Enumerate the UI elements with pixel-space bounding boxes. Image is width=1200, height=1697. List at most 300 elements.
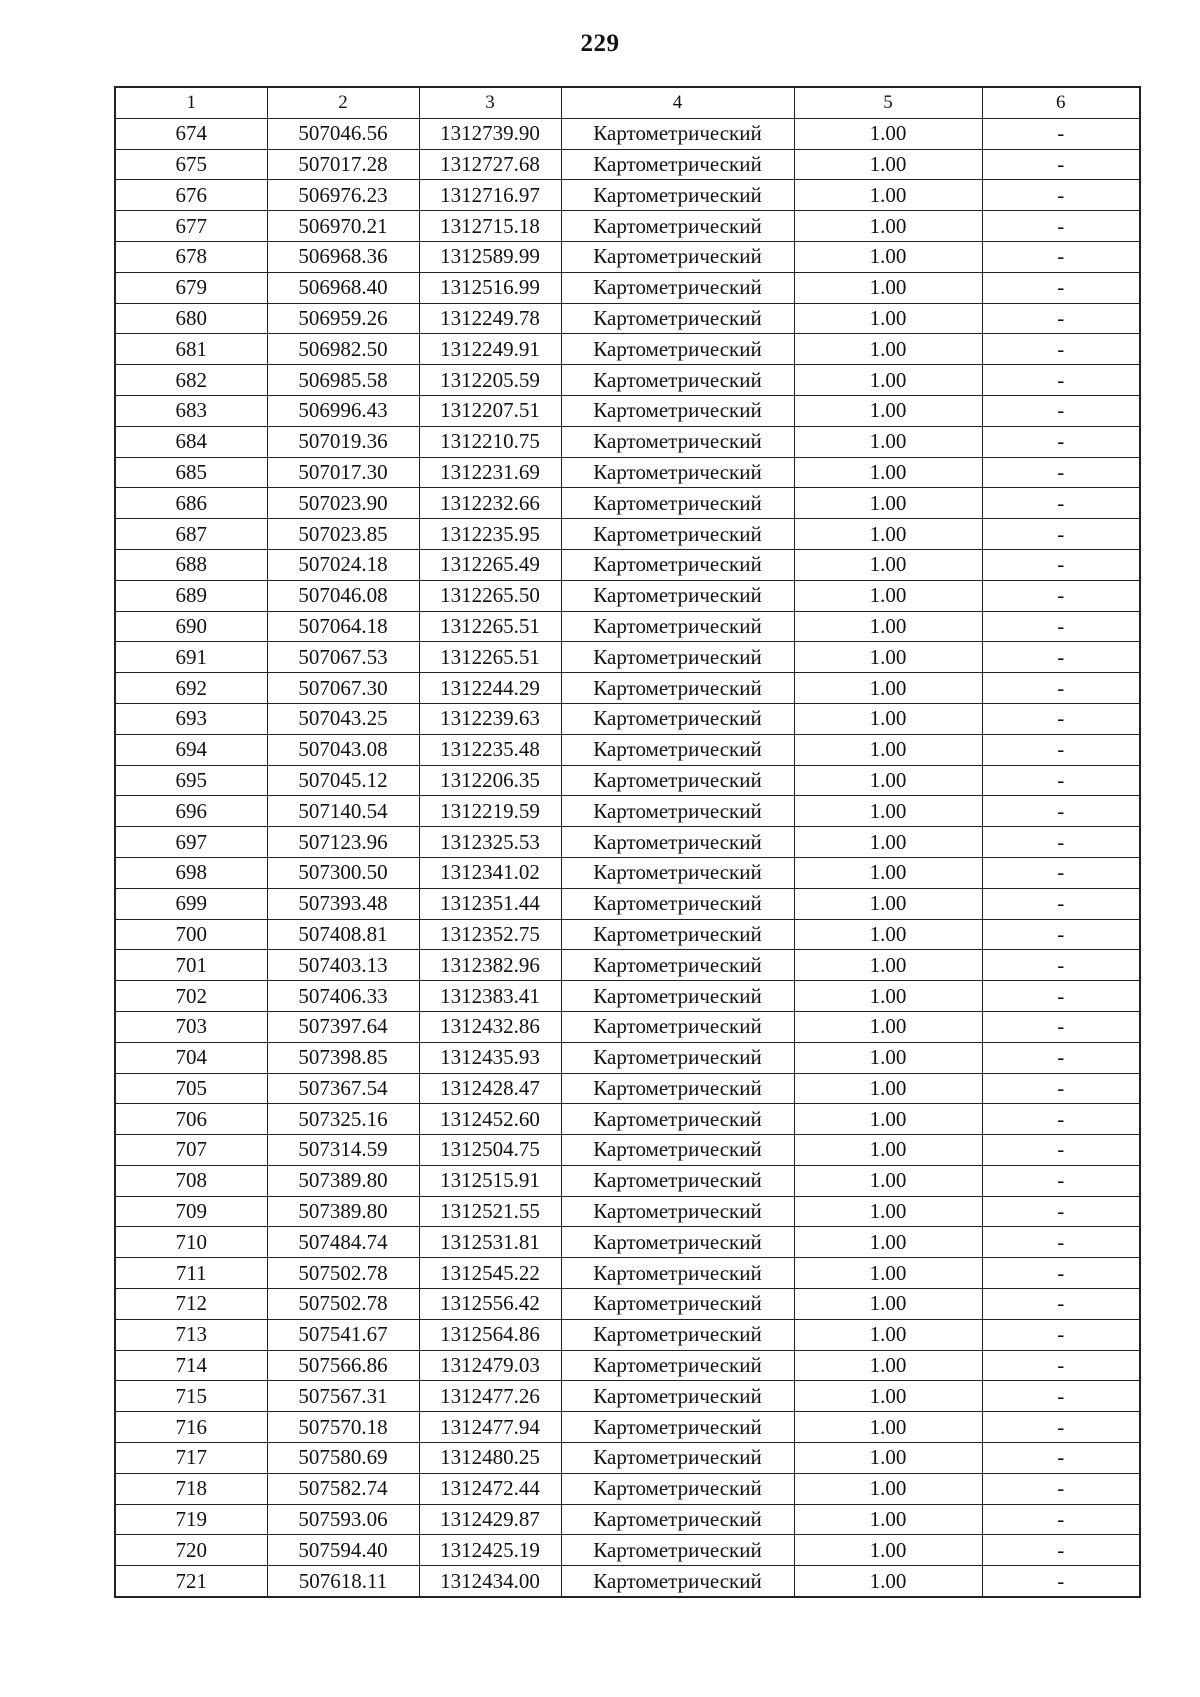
description-cell: - xyxy=(982,1566,1140,1597)
table-row xyxy=(115,334,1140,365)
accuracy-cell: 1.00 xyxy=(794,1412,982,1443)
page-number: 229 xyxy=(580,30,620,57)
column-header-2: 2 xyxy=(267,87,419,118)
point-number-cell: 679 xyxy=(115,272,267,303)
description-cell: - xyxy=(982,149,1140,180)
method-cell: Картометрический xyxy=(561,241,794,272)
method-cell: Картометрический xyxy=(561,519,794,550)
y-coordinate-cell: 1312589.99 xyxy=(419,241,561,272)
x-coordinate-cell: 507064.18 xyxy=(267,611,419,642)
y-coordinate-cell: 1312432.86 xyxy=(419,1011,561,1042)
description-cell: - xyxy=(982,1258,1140,1289)
x-coordinate-cell: 507023.90 xyxy=(267,488,419,519)
accuracy-cell: 1.00 xyxy=(794,1381,982,1412)
method-cell: Картометрический xyxy=(561,1042,794,1073)
description-cell: - xyxy=(982,211,1140,242)
description-cell: - xyxy=(982,673,1140,704)
y-coordinate-cell: 1312325.53 xyxy=(419,827,561,858)
method-cell: Картометрический xyxy=(561,1535,794,1566)
description-cell: - xyxy=(982,180,1140,211)
y-coordinate-cell: 1312472.44 xyxy=(419,1473,561,1504)
table-row xyxy=(115,118,1140,149)
accuracy-cell: 1.00 xyxy=(794,519,982,550)
y-coordinate-cell: 1312351.44 xyxy=(419,888,561,919)
method-cell: Картометрический xyxy=(561,426,794,457)
accuracy-cell: 1.00 xyxy=(794,1135,982,1166)
table-row xyxy=(115,1227,1140,1258)
method-cell: Картометрический xyxy=(561,1011,794,1042)
y-coordinate-cell: 1312249.78 xyxy=(419,303,561,334)
description-cell: - xyxy=(982,1104,1140,1135)
method-cell: Картометрический xyxy=(561,488,794,519)
x-coordinate-cell: 507046.08 xyxy=(267,580,419,611)
y-coordinate-cell: 1312435.93 xyxy=(419,1042,561,1073)
point-number-cell: 677 xyxy=(115,211,267,242)
y-coordinate-cell: 1312239.63 xyxy=(419,703,561,734)
accuracy-cell: 1.00 xyxy=(794,549,982,580)
description-cell: - xyxy=(982,1473,1140,1504)
accuracy-cell: 1.00 xyxy=(794,303,982,334)
table-row xyxy=(115,1504,1140,1535)
y-coordinate-cell: 1312235.48 xyxy=(419,734,561,765)
method-cell: Картометрический xyxy=(561,703,794,734)
table-row xyxy=(115,241,1140,272)
method-cell: Картометрический xyxy=(561,149,794,180)
y-coordinate-cell: 1312515.91 xyxy=(419,1165,561,1196)
accuracy-cell: 1.00 xyxy=(794,1350,982,1381)
description-cell: - xyxy=(982,241,1140,272)
table-row xyxy=(115,1473,1140,1504)
y-coordinate-cell: 1312564.86 xyxy=(419,1319,561,1350)
y-coordinate-cell: 1312480.25 xyxy=(419,1443,561,1474)
y-coordinate-cell: 1312477.94 xyxy=(419,1412,561,1443)
point-number-cell: 708 xyxy=(115,1165,267,1196)
point-number-cell: 693 xyxy=(115,703,267,734)
x-coordinate-cell: 507389.80 xyxy=(267,1165,419,1196)
point-number-cell: 717 xyxy=(115,1443,267,1474)
description-cell: - xyxy=(982,796,1140,827)
description-cell: - xyxy=(982,703,1140,734)
accuracy-cell: 1.00 xyxy=(794,734,982,765)
accuracy-cell: 1.00 xyxy=(794,1289,982,1320)
method-cell: Картометрический xyxy=(561,981,794,1012)
x-coordinate-cell: 507367.54 xyxy=(267,1073,419,1104)
y-coordinate-cell: 1312452.60 xyxy=(419,1104,561,1135)
table-row xyxy=(115,1165,1140,1196)
accuracy-cell: 1.00 xyxy=(794,241,982,272)
x-coordinate-cell: 506970.21 xyxy=(267,211,419,242)
description-cell: - xyxy=(982,549,1140,580)
table-row xyxy=(115,827,1140,858)
table-row xyxy=(115,981,1140,1012)
description-cell: - xyxy=(982,1227,1140,1258)
point-number-cell: 676 xyxy=(115,180,267,211)
point-number-cell: 694 xyxy=(115,734,267,765)
point-number-cell: 702 xyxy=(115,981,267,1012)
description-cell: - xyxy=(982,642,1140,673)
x-coordinate-cell: 507017.28 xyxy=(267,149,419,180)
point-number-cell: 696 xyxy=(115,796,267,827)
x-coordinate-cell: 507502.78 xyxy=(267,1258,419,1289)
method-cell: Картометрический xyxy=(561,857,794,888)
point-number-cell: 686 xyxy=(115,488,267,519)
point-number-cell: 682 xyxy=(115,365,267,396)
y-coordinate-cell: 1312232.66 xyxy=(419,488,561,519)
table-header-row xyxy=(115,87,1140,118)
point-number-cell: 698 xyxy=(115,857,267,888)
x-coordinate-cell: 507618.11 xyxy=(267,1566,419,1597)
point-number-cell: 680 xyxy=(115,303,267,334)
method-cell: Картометрический xyxy=(561,1504,794,1535)
point-number-cell: 714 xyxy=(115,1350,267,1381)
method-cell: Картометрический xyxy=(561,1381,794,1412)
point-number-cell: 710 xyxy=(115,1227,267,1258)
accuracy-cell: 1.00 xyxy=(794,919,982,950)
y-coordinate-cell: 1312383.41 xyxy=(419,981,561,1012)
table-row xyxy=(115,149,1140,180)
y-coordinate-cell: 1312715.18 xyxy=(419,211,561,242)
accuracy-cell: 1.00 xyxy=(794,1165,982,1196)
table-row xyxy=(115,303,1140,334)
accuracy-cell: 1.00 xyxy=(794,981,982,1012)
point-number-cell: 721 xyxy=(115,1566,267,1597)
description-cell: - xyxy=(982,1196,1140,1227)
method-cell: Картометрический xyxy=(561,642,794,673)
accuracy-cell: 1.00 xyxy=(794,426,982,457)
point-number-cell: 690 xyxy=(115,611,267,642)
description-cell: - xyxy=(982,303,1140,334)
description-cell: - xyxy=(982,1073,1140,1104)
description-cell: - xyxy=(982,488,1140,519)
table-row xyxy=(115,272,1140,303)
description-cell: - xyxy=(982,272,1140,303)
table-row xyxy=(115,1412,1140,1443)
x-coordinate-cell: 507397.64 xyxy=(267,1011,419,1042)
x-coordinate-cell: 506985.58 xyxy=(267,365,419,396)
accuracy-cell: 1.00 xyxy=(794,1227,982,1258)
point-number-cell: 703 xyxy=(115,1011,267,1042)
x-coordinate-cell: 507019.36 xyxy=(267,426,419,457)
x-coordinate-cell: 507045.12 xyxy=(267,765,419,796)
table-row xyxy=(115,703,1140,734)
y-coordinate-cell: 1312219.59 xyxy=(419,796,561,827)
method-cell: Картометрический xyxy=(561,334,794,365)
description-cell: - xyxy=(982,334,1140,365)
table-row xyxy=(115,1566,1140,1597)
point-number-cell: 689 xyxy=(115,580,267,611)
description-cell: - xyxy=(982,426,1140,457)
x-coordinate-cell: 507393.48 xyxy=(267,888,419,919)
accuracy-cell: 1.00 xyxy=(794,611,982,642)
table-row xyxy=(115,950,1140,981)
x-coordinate-cell: 507398.85 xyxy=(267,1042,419,1073)
description-cell: - xyxy=(982,1042,1140,1073)
accuracy-cell: 1.00 xyxy=(794,580,982,611)
table-row xyxy=(115,673,1140,704)
accuracy-cell: 1.00 xyxy=(794,149,982,180)
description-cell: - xyxy=(982,950,1140,981)
x-coordinate-cell: 506996.43 xyxy=(267,395,419,426)
description-cell: - xyxy=(982,1412,1140,1443)
column-header-6: 6 xyxy=(982,87,1140,118)
point-number-cell: 706 xyxy=(115,1104,267,1135)
method-cell: Картометрический xyxy=(561,1443,794,1474)
point-number-cell: 678 xyxy=(115,241,267,272)
x-coordinate-cell: 506959.26 xyxy=(267,303,419,334)
y-coordinate-cell: 1312206.35 xyxy=(419,765,561,796)
table-row xyxy=(115,1073,1140,1104)
x-coordinate-cell: 507403.13 xyxy=(267,950,419,981)
y-coordinate-cell: 1312504.75 xyxy=(419,1135,561,1166)
description-cell: - xyxy=(982,1535,1140,1566)
table-body xyxy=(115,118,1140,1597)
accuracy-cell: 1.00 xyxy=(794,857,982,888)
accuracy-cell: 1.00 xyxy=(794,950,982,981)
accuracy-cell: 1.00 xyxy=(794,1104,982,1135)
y-coordinate-cell: 1312716.97 xyxy=(419,180,561,211)
table-row xyxy=(115,549,1140,580)
y-coordinate-cell: 1312207.51 xyxy=(419,395,561,426)
table-row xyxy=(115,365,1140,396)
accuracy-cell: 1.00 xyxy=(794,457,982,488)
x-coordinate-cell: 507580.69 xyxy=(267,1443,419,1474)
x-coordinate-cell: 507541.67 xyxy=(267,1319,419,1350)
method-cell: Картометрический xyxy=(561,888,794,919)
method-cell: Картометрический xyxy=(561,950,794,981)
point-number-cell: 695 xyxy=(115,765,267,796)
x-coordinate-cell: 507406.33 xyxy=(267,981,419,1012)
accuracy-cell: 1.00 xyxy=(794,272,982,303)
x-coordinate-cell: 507484.74 xyxy=(267,1227,419,1258)
y-coordinate-cell: 1312265.51 xyxy=(419,611,561,642)
table-row xyxy=(115,765,1140,796)
table-row xyxy=(115,796,1140,827)
accuracy-cell: 1.00 xyxy=(794,673,982,704)
y-coordinate-cell: 1312341.02 xyxy=(419,857,561,888)
x-coordinate-cell: 507043.08 xyxy=(267,734,419,765)
point-number-cell: 707 xyxy=(115,1135,267,1166)
y-coordinate-cell: 1312739.90 xyxy=(419,118,561,149)
x-coordinate-cell: 507408.81 xyxy=(267,919,419,950)
accuracy-cell: 1.00 xyxy=(794,180,982,211)
x-coordinate-cell: 507300.50 xyxy=(267,857,419,888)
x-coordinate-cell: 507325.16 xyxy=(267,1104,419,1135)
table-row xyxy=(115,1258,1140,1289)
method-cell: Картометрический xyxy=(561,303,794,334)
y-coordinate-cell: 1312545.22 xyxy=(419,1258,561,1289)
accuracy-cell: 1.00 xyxy=(794,1258,982,1289)
y-coordinate-cell: 1312249.91 xyxy=(419,334,561,365)
accuracy-cell: 1.00 xyxy=(794,1011,982,1042)
method-cell: Картометрический xyxy=(561,118,794,149)
table-row xyxy=(115,519,1140,550)
table-row xyxy=(115,1443,1140,1474)
method-cell: Картометрический xyxy=(561,1289,794,1320)
y-coordinate-cell: 1312235.95 xyxy=(419,519,561,550)
y-coordinate-cell: 1312521.55 xyxy=(419,1196,561,1227)
accuracy-cell: 1.00 xyxy=(794,1196,982,1227)
x-coordinate-cell: 507123.96 xyxy=(267,827,419,858)
description-cell: - xyxy=(982,919,1140,950)
x-coordinate-cell: 506976.23 xyxy=(267,180,419,211)
method-cell: Картометрический xyxy=(561,1258,794,1289)
x-coordinate-cell: 507566.86 xyxy=(267,1350,419,1381)
description-cell: - xyxy=(982,457,1140,488)
table-row xyxy=(115,734,1140,765)
description-cell: - xyxy=(982,1350,1140,1381)
point-number-cell: 674 xyxy=(115,118,267,149)
description-cell: - xyxy=(982,1443,1140,1474)
point-number-cell: 719 xyxy=(115,1504,267,1535)
accuracy-cell: 1.00 xyxy=(794,703,982,734)
description-cell: - xyxy=(982,1289,1140,1320)
point-number-cell: 720 xyxy=(115,1535,267,1566)
y-coordinate-cell: 1312205.59 xyxy=(419,365,561,396)
description-cell: - xyxy=(982,1504,1140,1535)
point-number-cell: 701 xyxy=(115,950,267,981)
column-header-1: 1 xyxy=(115,87,267,118)
method-cell: Картометрический xyxy=(561,549,794,580)
accuracy-cell: 1.00 xyxy=(794,1042,982,1073)
accuracy-cell: 1.00 xyxy=(794,765,982,796)
point-number-cell: 681 xyxy=(115,334,267,365)
y-coordinate-cell: 1312244.29 xyxy=(419,673,561,704)
y-coordinate-cell: 1312265.50 xyxy=(419,580,561,611)
accuracy-cell: 1.00 xyxy=(794,1073,982,1104)
table-row xyxy=(115,1196,1140,1227)
point-number-cell: 685 xyxy=(115,457,267,488)
column-header-3: 3 xyxy=(419,87,561,118)
method-cell: Картометрический xyxy=(561,919,794,950)
method-cell: Картометрический xyxy=(561,765,794,796)
description-cell: - xyxy=(982,395,1140,426)
y-coordinate-cell: 1312531.81 xyxy=(419,1227,561,1258)
description-cell: - xyxy=(982,1381,1140,1412)
table-row xyxy=(115,1104,1140,1135)
accuracy-cell: 1.00 xyxy=(794,211,982,242)
x-coordinate-cell: 507593.06 xyxy=(267,1504,419,1535)
accuracy-cell: 1.00 xyxy=(794,334,982,365)
y-coordinate-cell: 1312477.26 xyxy=(419,1381,561,1412)
point-number-cell: 697 xyxy=(115,827,267,858)
accuracy-cell: 1.00 xyxy=(794,118,982,149)
method-cell: Картометрический xyxy=(561,1165,794,1196)
table-row xyxy=(115,919,1140,950)
x-coordinate-cell: 507023.85 xyxy=(267,519,419,550)
table-row xyxy=(115,1135,1140,1166)
description-cell: - xyxy=(982,1011,1140,1042)
accuracy-cell: 1.00 xyxy=(794,796,982,827)
description-cell: - xyxy=(982,734,1140,765)
accuracy-cell: 1.00 xyxy=(794,642,982,673)
x-coordinate-cell: 507389.80 xyxy=(267,1196,419,1227)
x-coordinate-cell: 507140.54 xyxy=(267,796,419,827)
point-number-cell: 675 xyxy=(115,149,267,180)
method-cell: Картометрический xyxy=(561,1566,794,1597)
table-row xyxy=(115,642,1140,673)
x-coordinate-cell: 507024.18 xyxy=(267,549,419,580)
point-number-cell: 692 xyxy=(115,673,267,704)
point-number-cell: 713 xyxy=(115,1319,267,1350)
point-number-cell: 699 xyxy=(115,888,267,919)
method-cell: Картометрический xyxy=(561,1196,794,1227)
point-number-cell: 716 xyxy=(115,1412,267,1443)
accuracy-cell: 1.00 xyxy=(794,1319,982,1350)
y-coordinate-cell: 1312727.68 xyxy=(419,149,561,180)
method-cell: Картометрический xyxy=(561,272,794,303)
method-cell: Картометрический xyxy=(561,1350,794,1381)
table-row xyxy=(115,857,1140,888)
description-cell: - xyxy=(982,118,1140,149)
table-row xyxy=(115,1381,1140,1412)
description-cell: - xyxy=(982,981,1140,1012)
x-coordinate-cell: 507017.30 xyxy=(267,457,419,488)
table-row xyxy=(115,1289,1140,1320)
y-coordinate-cell: 1312265.51 xyxy=(419,642,561,673)
table-row xyxy=(115,211,1140,242)
method-cell: Картометрический xyxy=(561,1227,794,1258)
accuracy-cell: 1.00 xyxy=(794,888,982,919)
method-cell: Картометрический xyxy=(561,211,794,242)
y-coordinate-cell: 1312434.00 xyxy=(419,1566,561,1597)
point-number-cell: 688 xyxy=(115,549,267,580)
point-number-cell: 705 xyxy=(115,1073,267,1104)
x-coordinate-cell: 507314.59 xyxy=(267,1135,419,1166)
description-cell: - xyxy=(982,888,1140,919)
description-cell: - xyxy=(982,765,1140,796)
method-cell: Картометрический xyxy=(561,1104,794,1135)
description-cell: - xyxy=(982,857,1140,888)
table-row xyxy=(115,888,1140,919)
point-number-cell: 718 xyxy=(115,1473,267,1504)
point-number-cell: 683 xyxy=(115,395,267,426)
method-cell: Картометрический xyxy=(561,365,794,396)
y-coordinate-cell: 1312479.03 xyxy=(419,1350,561,1381)
y-coordinate-cell: 1312382.96 xyxy=(419,950,561,981)
description-cell: - xyxy=(982,1165,1140,1196)
y-coordinate-cell: 1312516.99 xyxy=(419,272,561,303)
description-cell: - xyxy=(982,611,1140,642)
table-row xyxy=(115,1011,1140,1042)
y-coordinate-cell: 1312425.19 xyxy=(419,1535,561,1566)
point-number-cell: 715 xyxy=(115,1381,267,1412)
point-number-cell: 709 xyxy=(115,1196,267,1227)
x-coordinate-cell: 507067.53 xyxy=(267,642,419,673)
coordinates-table xyxy=(114,86,1141,1598)
method-cell: Картометрический xyxy=(561,673,794,704)
column-header-5: 5 xyxy=(794,87,982,118)
description-cell: - xyxy=(982,365,1140,396)
table-row xyxy=(115,611,1140,642)
x-coordinate-cell: 507567.31 xyxy=(267,1381,419,1412)
y-coordinate-cell: 1312429.87 xyxy=(419,1504,561,1535)
accuracy-cell: 1.00 xyxy=(794,1473,982,1504)
method-cell: Картометрический xyxy=(561,1473,794,1504)
accuracy-cell: 1.00 xyxy=(794,1504,982,1535)
y-coordinate-cell: 1312231.69 xyxy=(419,457,561,488)
table-row xyxy=(115,395,1140,426)
accuracy-cell: 1.00 xyxy=(794,1535,982,1566)
x-coordinate-cell: 507046.56 xyxy=(267,118,419,149)
method-cell: Картометрический xyxy=(561,796,794,827)
method-cell: Картометрический xyxy=(561,1319,794,1350)
x-coordinate-cell: 507502.78 xyxy=(267,1289,419,1320)
x-coordinate-cell: 506968.40 xyxy=(267,272,419,303)
x-coordinate-cell: 507582.74 xyxy=(267,1473,419,1504)
table-row xyxy=(115,426,1140,457)
accuracy-cell: 1.00 xyxy=(794,488,982,519)
accuracy-cell: 1.00 xyxy=(794,827,982,858)
